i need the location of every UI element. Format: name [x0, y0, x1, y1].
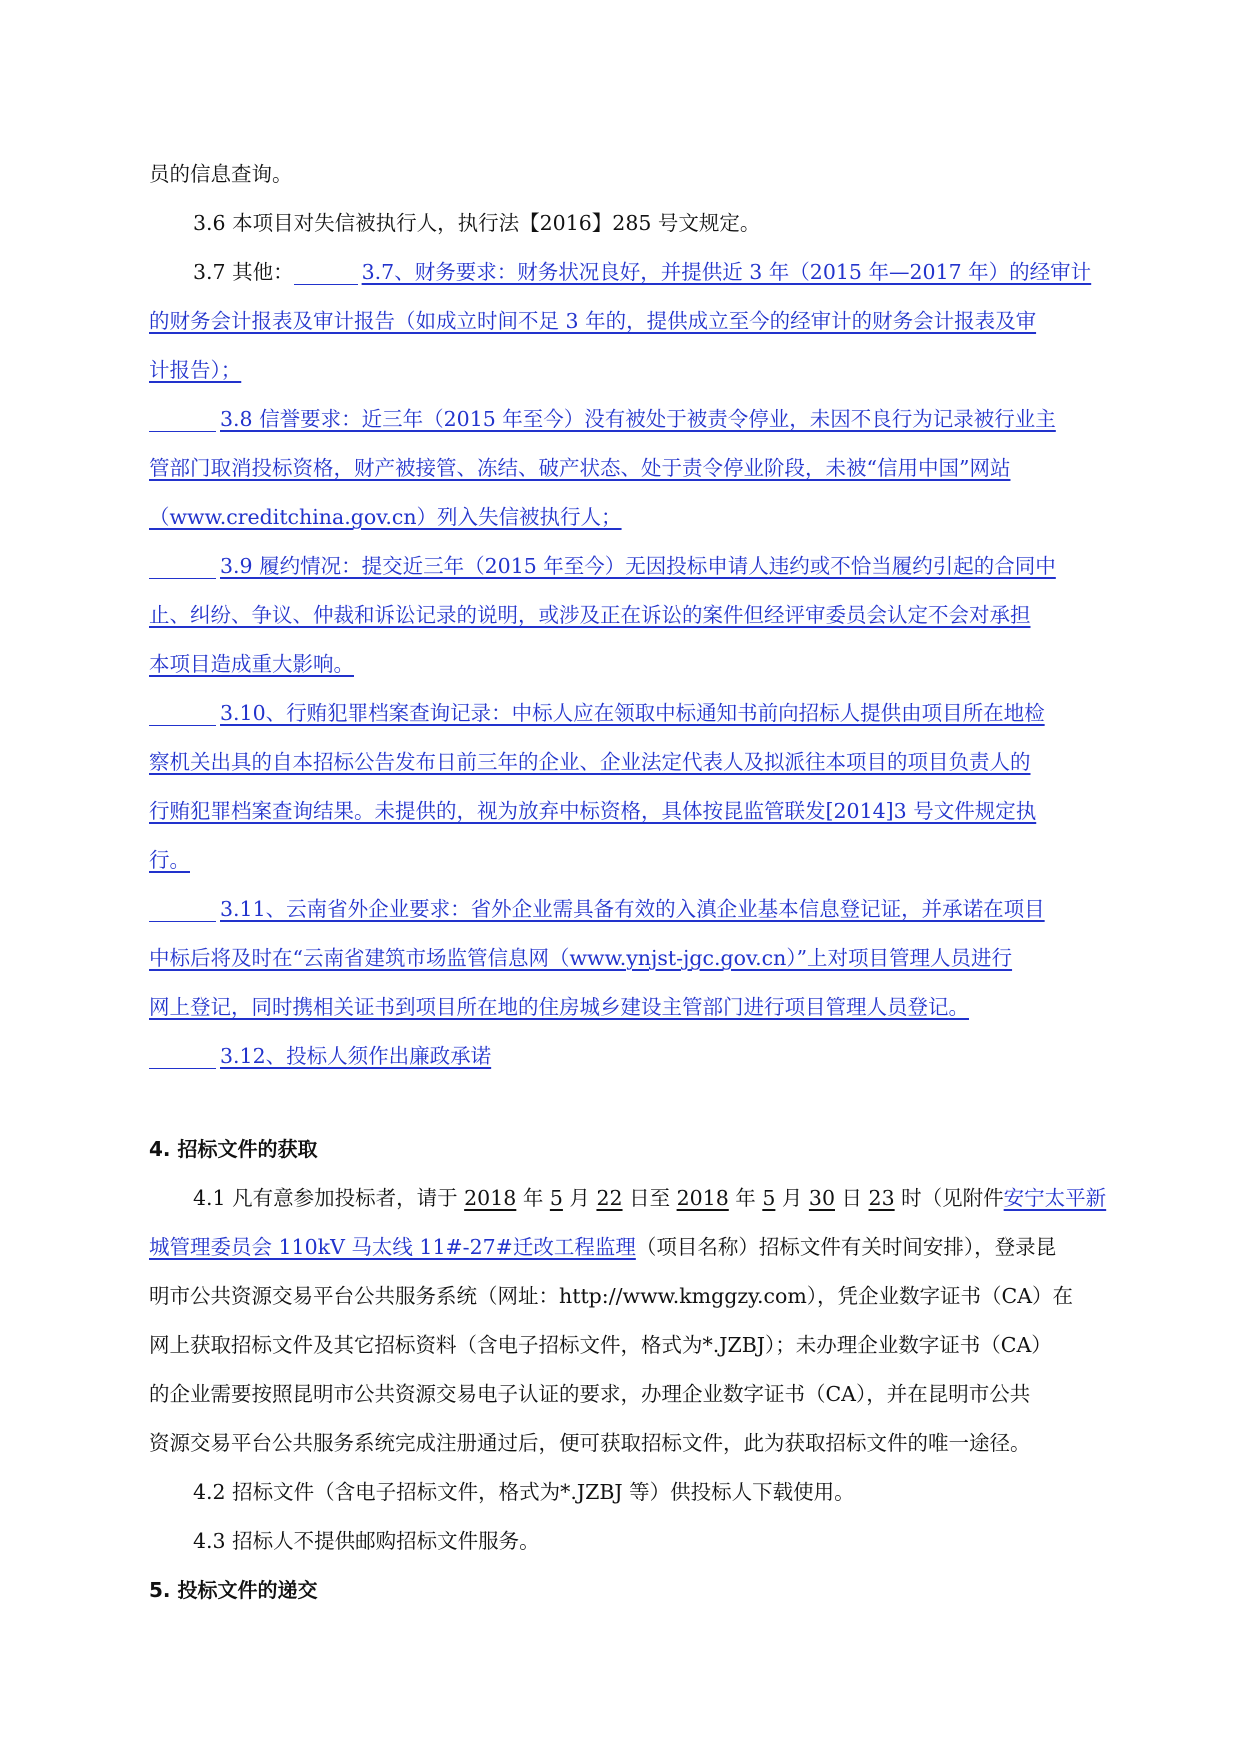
clause-3-8-text: 3.8 信誉要求：近三年（2015 年至今）没有被处于被责令停业，未因不良行为记录被行业主 [220, 407, 1056, 431]
end-month: 5 [762, 1186, 776, 1210]
clause-4-1-text: 4.1 凡有意参加投标者，请于 [193, 1186, 465, 1210]
clause-3-8-line-3 [149, 493, 1095, 542]
start-year: 2018 [464, 1186, 517, 1210]
clause-3-10-text: 行。 [149, 848, 190, 872]
clause-3-11-line-1 [149, 885, 1095, 934]
clause-4-1-line-4: 网上获取招标文件及其它招标资料（含电子招标文件，格式为*.JZBJ）；未办理企业数字证书（CA） [149, 1333, 1052, 1357]
clause-3-7-text: 3.7、财务要求：财务状况良好，并提供近 3 年（2015 年—2017 年）的经审计 [361, 260, 1092, 284]
clause-3-10-line-2 [149, 738, 1095, 787]
clause-4-3: 4.3 招标人不提供邮购招标文件服务。 [193, 1529, 540, 1553]
clause-4-1-text: 月 [562, 1186, 597, 1210]
fill-blank [149, 411, 216, 433]
clause-3-9-line-3 [149, 640, 1095, 689]
clause-4-1-text: （项目名称）招标文件有关时间安排），登录昆 [635, 1235, 1057, 1259]
clause-3-9-text: 本项目造成重大影响。 [149, 652, 354, 676]
fill-blank [149, 705, 216, 727]
clause-4-1-text: 时（见附件 [894, 1186, 1004, 1210]
clause-3-6: 3.6 本项目对失信被执行人，执行法【2016】285 号文规定。 [193, 211, 761, 235]
clause-4-1-line-1 [149, 1174, 1107, 1223]
spacer [149, 1081, 1095, 1125]
clause-3-10-line-1 [149, 689, 1095, 738]
project-name: 安宁太平新 [1003, 1186, 1107, 1210]
clause-3-10-text: 3.10、行贿犯罪档案查询记录：中标人应在领取中标通知书前向招标人提供由项目所在地检 [220, 701, 1045, 725]
clause-4-1-text: 日 [835, 1186, 869, 1210]
fill-blank [149, 1048, 216, 1070]
clause-3-8-line-2 [149, 444, 1095, 493]
page-content [149, 150, 1107, 1615]
start-month: 5 [549, 1186, 563, 1210]
clause-4-1-text: 年 [728, 1186, 763, 1210]
clause-4-1-line-2 [149, 1223, 1095, 1272]
start-day: 22 [596, 1186, 623, 1210]
clause-3-10-text: 行贿犯罪档案查询结果。未提供的，视为放弃中标资格，具体按昆监管联发[2014]3 号文件规定执 [149, 799, 1037, 823]
clause-3-10-text: 察机关出具的自本招标公告发布日前三年的企业、企业法定代表人及拟派往本项目的项目负责人的 [149, 750, 1031, 774]
section-4-heading: 4. 招标文件的获取 [149, 1137, 318, 1161]
fill-blank [294, 264, 358, 286]
end-hour: 23 [868, 1186, 895, 1210]
end-year: 2018 [676, 1186, 729, 1210]
section-5-heading: 5. 投标文件的递交 [149, 1578, 318, 1602]
clause-3-12 [149, 1032, 1095, 1081]
clause-3-7-label: 3.7 其他： [193, 260, 294, 284]
clause-4-1-line-6: 资源交易平台公共服务系统完成注册通过后，便可获取招标文件，此为获取招标文件的唯一途径。 [149, 1431, 1031, 1455]
clause-3-11-text: 中标后将及时在“云南省建筑市场监管信息网（www.ynjst-jgc.gov.cn）”上对项目管理人员进行 [149, 946, 1013, 970]
clause-3-7-line-3 [149, 346, 1095, 395]
clause-3-11-line-3 [149, 983, 1095, 1032]
end-day: 30 [808, 1186, 835, 1210]
clause-3-10-line-3 [149, 787, 1095, 836]
clause-4-1-line-3: 明市公共资源交易平台公共服务系统（网址：http://www.kmggzy.com），凭企业数字证书（CA）在 [149, 1284, 1074, 1308]
clause-3-8-text: （www.creditchina.gov.cn）列入失信被执行人； [149, 505, 622, 529]
clause-4-1-line-5: 的企业需要按照昆明市公共资源交易电子认证的要求，办理企业数字证书（CA），并在昆明市公共 [149, 1382, 1031, 1406]
paragraph-tail: 员的信息查询。 [149, 162, 293, 186]
clause-3-8-line-1 [149, 395, 1095, 444]
clause-3-11-line-2 [149, 934, 1095, 983]
clause-3-7-text: 计报告）； [149, 358, 242, 382]
project-name: 城管理委员会 110kV 马太线 11#-27#迁改工程监理 [149, 1235, 636, 1259]
clause-4-1-text: 日至 [622, 1186, 677, 1210]
fill-blank [149, 558, 216, 580]
clause-3-11-text: 网上登记，同时携相关证书到项目所在地的住房城乡建设主管部门进行项目管理人员登记。 [149, 995, 969, 1019]
clause-3-9-text: 止、纠纷、争议、仲裁和诉讼记录的说明，或涉及正在诉讼的案件但经评审委员会认定不会对承担 [149, 603, 1031, 627]
clause-3-7-line-1 [149, 248, 1095, 297]
clause-3-8-text: 管部门取消投标资格，财产被接管、冻结、破产状态、处于责令停业阶段，未被“信用中国”网站 [149, 456, 1011, 480]
clause-4-2: 4.2 招标文件（含电子招标文件，格式为*.JZBJ 等）供投标人下载使用。 [193, 1480, 855, 1504]
clause-3-10-line-4 [149, 836, 1095, 885]
clause-3-7-line-2 [149, 297, 1095, 346]
clause-3-9-line-1 [149, 542, 1095, 591]
fill-blank [149, 901, 216, 923]
clause-3-11-text: 3.11、云南省外企业要求：省外企业需具备有效的入滇企业基本信息登记证，并承诺在项目 [220, 897, 1045, 921]
clause-3-9-text: 3.9 履约情况：提交近三年（2015 年至今）无因投标申请人违约或不恰当履约引起的合同中 [220, 554, 1056, 578]
clause-4-1-text: 年 [516, 1186, 550, 1210]
clause-3-9-line-2 [149, 591, 1095, 640]
clause-4-1-text: 月 [775, 1186, 809, 1210]
clause-3-7-text: 的财务会计报表及审计报告（如成立时间不足 3 年的，提供成立至今的经审计的财务会计报表及审 [149, 309, 1037, 333]
clause-3-12-text: 3.12、投标人须作出廉政承诺 [220, 1044, 492, 1068]
